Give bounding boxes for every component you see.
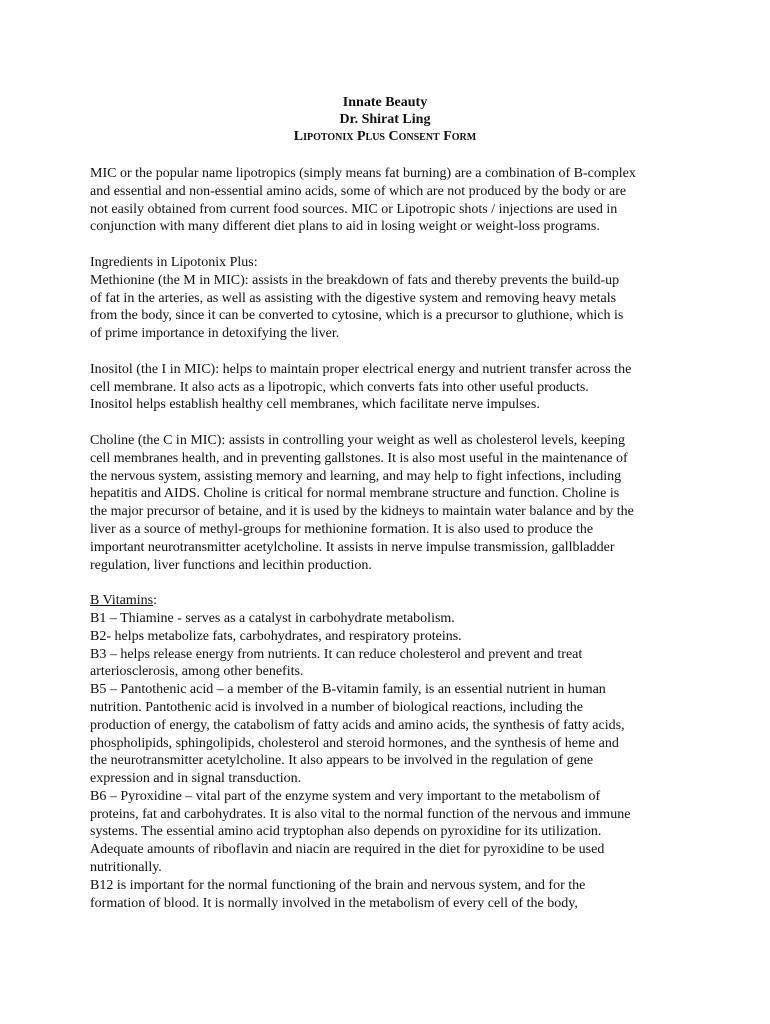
- form-title: Lipotonix Plus Consent Form: [293, 129, 477, 144]
- text-line: nutritionally.: [90, 860, 162, 876]
- paragraph-gap: [90, 236, 690, 254]
- paragraph-gap: [90, 343, 690, 361]
- paragraph-gap: [90, 574, 690, 592]
- text-line: the nervous system, assisting memory and learning, and may help to fight infections, including: [90, 468, 622, 484]
- text-line: arteriosclerosis, among other benefits.: [90, 664, 304, 680]
- text-line: B3 – helps release energy from nutrients. It can reduce cholesterol and prevent and treat: [90, 646, 583, 662]
- text-line: important neurotransmitter acetylcholine. It assists in nerve impulse transmission, gallbladder: [90, 539, 615, 555]
- text-line: of fat in the arteries, as well as assisting with the digestive system and removing heavy metals: [90, 290, 617, 306]
- text-line: nutrition. Pantothenic acid is involved in a number of biological reactions, including the: [90, 699, 584, 715]
- text-line: Inositol helps establish healthy cell membranes, which facilitate nerve impulses.: [90, 397, 540, 413]
- text-line: expression and in signal transduction.: [90, 771, 302, 787]
- text-line: of prime importance in detoxifying the liver.: [90, 326, 340, 342]
- text-line: conjunction with many different diet plans to aid in losing weight or weight-loss programs.: [90, 219, 600, 235]
- inositol-paragraph: [90, 361, 690, 414]
- text-line: B12 is important for the normal functioning of the brain and nervous system, and for the: [90, 877, 586, 893]
- text-line: production of energy, the catabolism of fatty acids and amino acids, the synthesis of fatty acids,: [90, 717, 625, 733]
- choline-paragraph: [90, 432, 690, 574]
- text-line: B5 – Pantothenic acid – a member of the B-vitamin family, is an essential nutrient in human: [90, 682, 606, 698]
- text-line: Inositol (the I in MIC): helps to maintain proper electrical energy and nutrient transfer across the: [90, 361, 632, 377]
- text-line: Ingredients in Lipotonix Plus:: [90, 254, 258, 270]
- b-vitamins-heading-line: [90, 592, 690, 610]
- text-line: liver as a source of methyl-groups for methionine formation. It is also used to produce the: [90, 521, 594, 537]
- text-line: the neurotransmitter acetylcholine. It also appears to be involved in the regulation of gene: [90, 753, 594, 769]
- intro-paragraph: [90, 165, 690, 236]
- methionine-paragraph: [90, 254, 690, 343]
- doctor-name: Dr. Shirat Ling: [339, 112, 431, 127]
- text-line: proteins, fat and carbohydrates. It is also vital to the normal function of the nervous and immune: [90, 806, 631, 822]
- text-line: B1 – Thiamine - serves as a catalyst in carbohydrate metabolism.: [90, 610, 455, 626]
- heading-colon: :: [153, 593, 157, 609]
- text-line: hepatitis and AIDS. Choline is critical for normal membrane structure and function. Choline is: [90, 486, 620, 502]
- text-line: B6 – Pyroxidine – vital part of the enzyme system and very important to the metabolism of: [90, 788, 601, 804]
- text-line: MIC or the popular name lipotropics (simply means fat burning) are a combination of B-complex: [90, 166, 636, 181]
- text-line: B2- helps metabolize fats, carbohydrates, and respiratory proteins.: [90, 628, 462, 644]
- paragraph-gap: [90, 414, 690, 432]
- text-line: the major precursor of betaine, and it is used by the kidneys to maintain water balance and by the: [90, 504, 634, 520]
- text-line: Methionine (the M in MIC): assists in the breakdown of fats and thereby prevents the build-up: [90, 272, 620, 288]
- text-line: cell membrane. It also acts as a lipotropic, which converts fats into other useful products.: [90, 379, 589, 395]
- text-line: and essential and non-essential amino acids, some of which are not produced by the body or are: [90, 183, 627, 199]
- text-line: systems. The essential amino acid tryptophan also depends on pyroxidine for its utilization.: [90, 824, 602, 840]
- document-body: [90, 165, 690, 912]
- text-line: from the body, since it can be converted to cytosine, which is a precursor to gluthione, which is: [90, 308, 624, 324]
- document-header: [0, 94, 770, 145]
- text-line: phospholipids, sphingolipids, cholesterol and steroid hormones, and the synthesis of heme and: [90, 735, 619, 751]
- text-line: regulation, liver functions and lecithin production.: [90, 557, 372, 573]
- text-line: formation of blood. It is normally involved in the metabolism of every cell of the body,: [90, 895, 578, 911]
- b-vitamins-section: [90, 592, 690, 912]
- text-line: Choline (the C in MIC): assists in controlling your weight as well as cholesterol levels, keeping: [90, 432, 626, 448]
- b-vitamins-heading: B Vitamins: [90, 593, 154, 609]
- text-line: cell membranes health, and in preventing gallstones. It is also most useful in the maintenance of: [90, 450, 628, 466]
- text-line: not easily obtained from current food sources. MIC or Lipotropic shots / injections are used in: [90, 201, 618, 217]
- text-line: Adequate amounts of riboflavin and niacin are required in the diet for pyroxidine to be used: [90, 842, 605, 858]
- clinic-name: Innate Beauty: [342, 95, 428, 110]
